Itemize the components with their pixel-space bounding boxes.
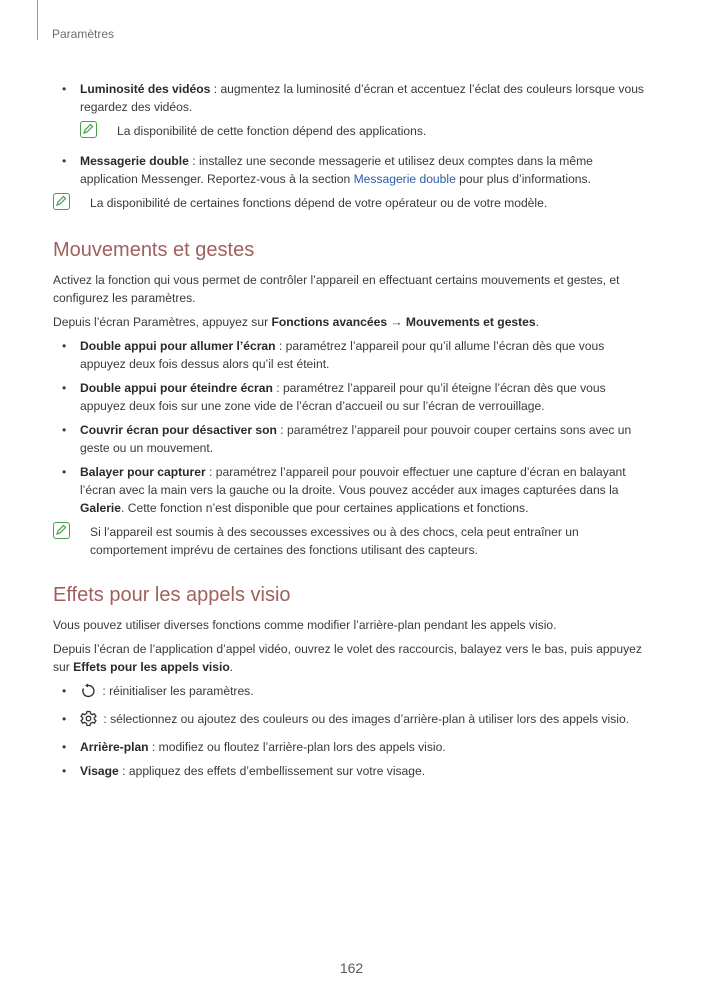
section-intro: Vous pouvez utiliser diverses fonctions comme modifier l’arrière-plan pendant les appels visio.	[53, 618, 557, 632]
path-item: Fonctions avancées	[271, 315, 388, 329]
path-item: Mouvements et gestes	[405, 315, 536, 329]
note-pencil-icon	[53, 522, 70, 539]
list-item	[53, 762, 649, 780]
header-rule	[37, 0, 38, 40]
list-item	[53, 682, 649, 704]
page-number: 162	[339, 960, 364, 976]
section-heading: Effets pour les appels visio	[53, 584, 291, 606]
path-end: .	[229, 660, 234, 674]
description: : appliquez des effets d’embellissement sur votre visage.	[118, 764, 426, 778]
list-item	[53, 738, 649, 756]
note	[80, 122, 649, 144]
description-end: pour plus d’informations.	[455, 172, 591, 186]
page-header: Paramètres	[52, 27, 115, 41]
note-pencil-icon	[80, 121, 97, 138]
list-item	[53, 421, 649, 457]
description: : paramétrez l’appareil pour pouvoir couper certains sons avec un geste ou un mouvement.	[80, 423, 632, 455]
list-item	[53, 710, 649, 732]
note	[53, 194, 649, 216]
path-arrow: →	[387, 315, 406, 329]
path-prefix: Depuis l’écran de l’application d’appel vidéo, ouvrez le volet des raccourcis, balayez vers le bas, puis appuyez sur	[53, 642, 642, 674]
navigation-path	[53, 313, 649, 331]
description-end: . Cette fonction n’est disponible que pour certaines applications et fonctions.	[121, 501, 529, 515]
section-intro: Activez la fonction qui vous permet de contrôler l’appareil en effectuant certains mouvements et gestes, et configurez les paramètres.	[53, 273, 620, 305]
term: Galerie	[80, 501, 122, 515]
path-item: Effets pour les appels visio	[73, 660, 230, 674]
path-end: .	[535, 315, 539, 329]
description: : paramétrez l’appareil pour qu’il éteigne l’écran dès que vous appuyez deux fois sur une zone vide de l’écran d’accueil ou sur l’écran de verrouillage.	[80, 381, 606, 413]
description: : paramétrez l’appareil pour qu’il allume l’écran dès que vous appuyez deux fois dessus alors qu’il est éteint.	[80, 339, 605, 371]
note-text: La disponibilité de cette fonction dépend des applications.	[117, 124, 427, 138]
term: Double appui pour éteindre écran	[80, 381, 273, 395]
description: : sélectionnez ou ajoutez des couleurs ou des images d’arrière-plan à utiliser lors des appels visio.	[100, 712, 630, 726]
path-prefix: Depuis l’écran Paramètres, appuyez sur	[53, 315, 272, 329]
list-item	[53, 379, 649, 415]
gear-icon	[80, 710, 97, 732]
term: Visage	[80, 764, 119, 778]
term: Messagerie double	[80, 154, 189, 168]
note-pencil-icon	[53, 193, 70, 210]
navigation-path	[53, 640, 649, 676]
list-item	[53, 80, 649, 116]
description: : installez une seconde messagerie et utilisez deux comptes dans la même application Messenger. Reportez-vous à la section	[80, 154, 593, 186]
term: Balayer pour capturer	[80, 465, 206, 479]
description: : modifiez ou floutez l’arrière-plan lors des appels visio.	[148, 740, 446, 754]
note	[53, 523, 649, 559]
term: Luminosité des vidéos	[80, 82, 211, 96]
description: : réinitialiser les paramètres.	[99, 684, 254, 698]
list-item	[53, 337, 649, 373]
list-item	[53, 152, 649, 188]
reset-icon	[80, 683, 96, 704]
note-text: La disponibilité de certaines fonctions dépend de votre opérateur ou de votre modèle.	[90, 196, 548, 210]
section-heading: Mouvements et gestes	[53, 239, 255, 261]
term: Double appui pour allumer l’écran	[80, 339, 276, 353]
list-item	[53, 463, 649, 517]
term: Couvrir écran pour désactiver son	[80, 423, 277, 437]
messagerie-double-link[interactable]: Messagerie double	[353, 172, 456, 186]
note-text: Si l’appareil est soumis à des secousses excessives ou à des chocs, cela peut entraîner un comportement imprévu de certaines des fonctions utilisant des capteurs.	[90, 525, 579, 557]
description: : paramétrez l’appareil pour pouvoir effectuer une capture d’écran en balayant l’écran avec la main vers la gauche ou la droite. Vous pouvez accéder aux images capturées dans la	[80, 465, 626, 497]
page-content	[53, 80, 649, 786]
description: : augmentez la luminosité d’écran et accentuez l’éclat des couleurs lorsque vous regardez des vidéos.	[80, 82, 644, 114]
term: Arrière-plan	[80, 740, 149, 754]
